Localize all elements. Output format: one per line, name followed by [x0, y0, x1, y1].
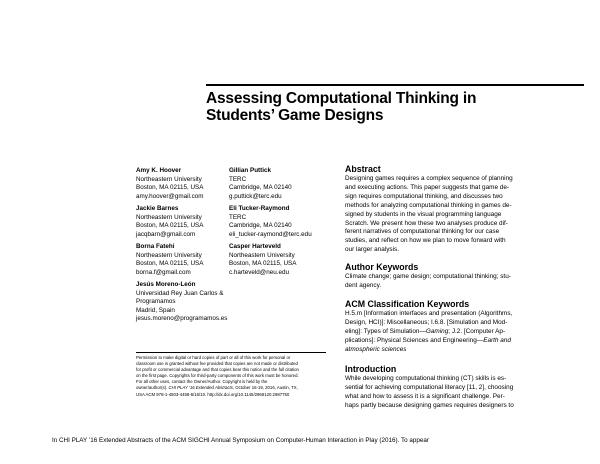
author-affiliation: Northeastern University	[136, 213, 202, 221]
author-name: Gillian Puttick	[229, 167, 271, 174]
title-line: Students’ Game Designs	[206, 107, 384, 124]
abstract-line: studies, and reflect on how we plan to move forward with	[345, 237, 506, 245]
author-email: borna.f@gmail.com	[136, 268, 191, 276]
acm-line: plications]: Physical Sciences and Engineering—Earth and	[345, 336, 511, 344]
author-email: c.harteveld@neu.edu	[229, 268, 289, 276]
copyright-line: owner/author(s). CHI PLAY ’16 Extended Abstracts, October 16-19, 2016, Austin, TX,	[136, 385, 298, 391]
author-name: Borna Fatehi	[136, 243, 175, 250]
copyright-line: on the first page. Copyrights for third-party components of this work must be honored.	[136, 373, 299, 379]
introduction-section	[345, 364, 585, 411]
keywords-line: Climate change; game design; computational thinking; stu-	[345, 273, 511, 280]
title-rule	[206, 84, 584, 86]
author-email: g.puttick@terc.edu	[229, 192, 282, 200]
copyright-line: For all other uses, contact the Owner/Author. Copyright is held by the	[136, 379, 268, 385]
author-email: amy.hoover@gmail.com	[136, 192, 204, 200]
abstract-line: Designing games requires a complex sequence of planning	[345, 175, 513, 182]
page-footer: In CHI PLAY ’16 Extended Abstracts of the ACM SIGCHI Annual Symposium on Computer-Human Interaction in Play (2016). To appear	[52, 437, 429, 444]
intro-line: sential for achieving computational literacy [11, 2], choosing	[345, 383, 514, 391]
author-block	[229, 205, 329, 239]
author-address: Boston, MA 02115, USA	[136, 260, 204, 268]
keywords-section	[345, 262, 585, 291]
author-address: Cambridge, MA 02140	[229, 184, 292, 192]
abstract-line: our larger analysis.	[345, 246, 399, 254]
author-block	[136, 167, 228, 201]
paper-title	[206, 90, 586, 124]
keywords-heading: Author Keywords	[345, 262, 419, 272]
intro-line: what and how to assess it is a significant challenge. Per-	[345, 392, 505, 400]
author-affiliation: Northeastern University	[229, 251, 295, 259]
author-affiliation: Northeastern University	[136, 251, 202, 259]
acm-section	[345, 299, 585, 355]
copyright-line: USA ACM 978-1-4503-4458-6/16/10. http://dx.doi.org/10.1145/2968120.2987750	[136, 391, 290, 397]
copyright-line: Permission to make digital or hard copies of part or all of this work for personal or	[136, 355, 291, 360]
abstract-line: Scratch. We present how these two analyses produce dif-	[345, 219, 508, 227]
author-address: Madrid, Spain	[136, 306, 175, 314]
author-address: Cambridge, MA 02140	[229, 222, 292, 230]
keywords-text	[345, 273, 585, 291]
intro-line: haps partly because designing games requires designers to	[345, 401, 514, 409]
author-name: Jesús Moreno-León	[136, 281, 196, 288]
abstract-line: methods for analyzing computational thinking in games de-	[345, 201, 512, 209]
abstract-line: ferent narratives of computational thinking for our case	[345, 228, 500, 236]
author-address: Boston, MA 02115, USA	[136, 222, 204, 230]
author-email: eli_tucker-raymond@terc.edu	[229, 230, 312, 238]
copyright-notice	[136, 355, 336, 398]
author-name: Eli Tucker-Raymond	[229, 205, 290, 212]
author-name: Jackie Barnes	[136, 205, 179, 212]
title-line: Assessing Computational Thinking in	[206, 90, 477, 107]
acm-line: eling]: Types of Simulation—Gaming; J.2. [Computer Ap-	[345, 327, 506, 335]
copyright-line: classroom use is granted without fee provided that copies are not made or distributed	[136, 361, 298, 367]
author-affiliation: TERC	[229, 175, 247, 183]
author-name: Casper Harteveld	[229, 243, 281, 250]
acm-text	[345, 310, 585, 355]
abstract-heading: Abstract	[345, 164, 381, 174]
author-email: jesus.moreno@programamos.es	[136, 315, 228, 323]
author-block	[229, 243, 329, 277]
author-name: Amy K. Hoover	[136, 167, 182, 174]
abstract-line: and executing actions. This paper suggests that game de-	[345, 183, 510, 191]
author-block	[229, 167, 329, 201]
author-email: jacqbarn@gmail.com	[136, 230, 196, 238]
author-address: Boston, MA 02115, USA	[136, 184, 204, 192]
acm-line: atmospheric sciences	[345, 345, 407, 353]
acm-line: Design, HCI)]: Miscellaneous; I.6.8. [Simulation and Mod-	[345, 318, 508, 326]
abstract-line: sign requires computational thinking, and discusses two	[345, 192, 503, 200]
author-affiliation: Universidad Rey Juan Carlos &	[136, 289, 224, 297]
introduction-text	[345, 375, 585, 411]
abstract-line: signed by students in the visual programming language	[345, 210, 502, 218]
author-affiliation: TERC	[229, 213, 247, 221]
acm-heading: ACM Classification Keywords	[345, 299, 470, 309]
author-affiliation: Programamos	[136, 298, 176, 306]
author-affiliation: Northeastern University	[136, 175, 202, 183]
copyright-line: for profit or commercial advantage and that copies bear this notice and the full citation	[136, 367, 299, 373]
author-block	[136, 205, 228, 239]
keywords-line: dent agency.	[345, 281, 382, 289]
author-block	[136, 281, 228, 324]
intro-line: While developing computational thinking (CT) skills is es-	[345, 375, 507, 382]
acm-line: H.5.m [Information interfaces and presentation (Algorithms,	[345, 310, 513, 317]
abstract-text	[345, 175, 585, 255]
introduction-heading: Introduction	[345, 364, 397, 374]
author-block	[136, 243, 228, 277]
author-address: Boston, MA 02115, USA	[229, 260, 297, 268]
copyright-rule	[136, 352, 326, 353]
abstract-section	[345, 164, 585, 255]
